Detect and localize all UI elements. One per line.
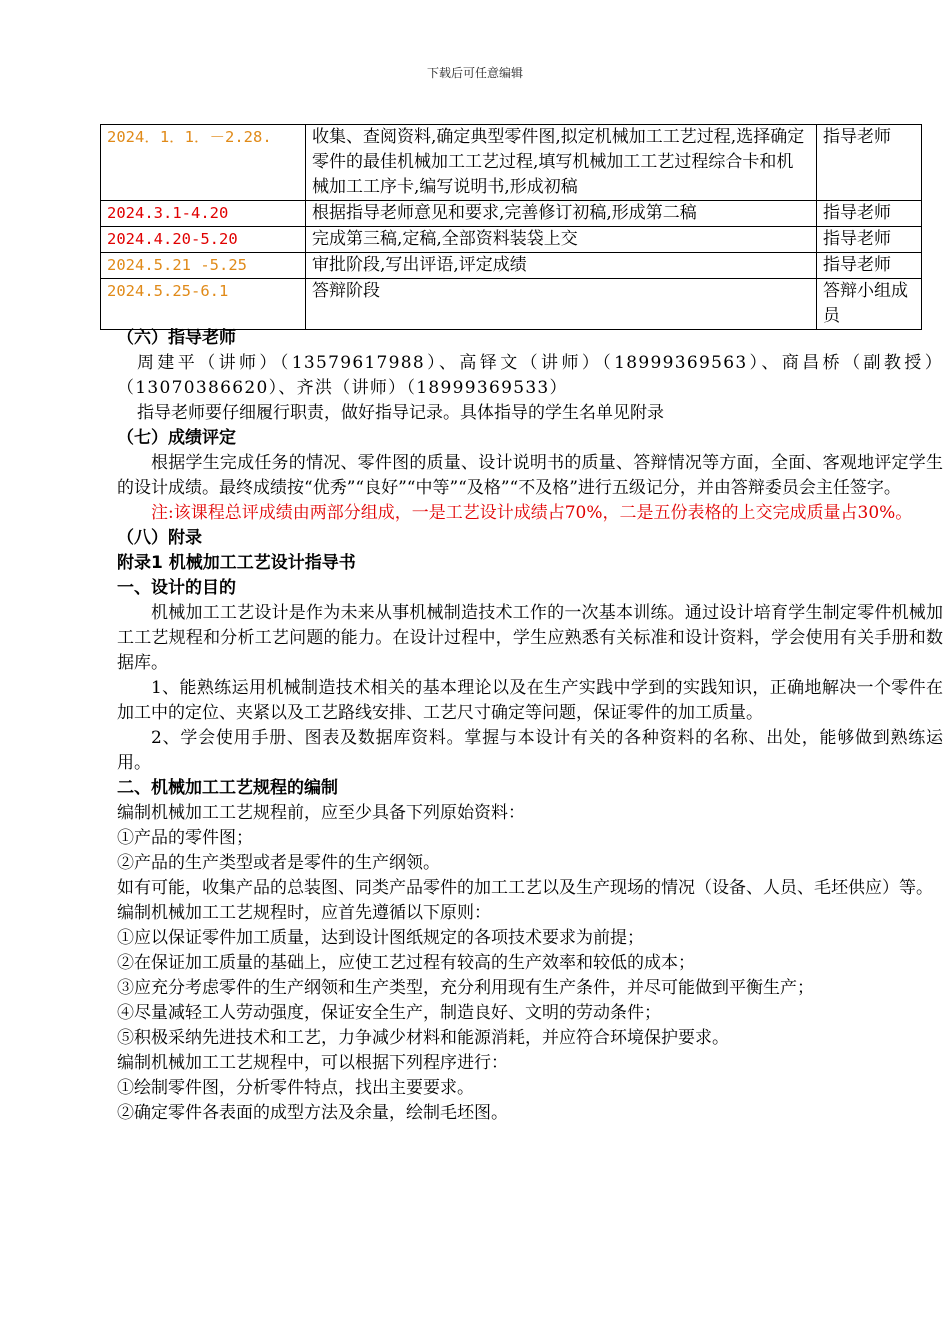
page-header: 下载后可任意编辑: [426, 66, 523, 80]
materials-item-1: ①产品的零件图；: [117, 828, 253, 848]
purpose-paragraph-3: 2、学会使用手册、图表及数据库资料。掌握与本设计有关的各种资料的名称、出处，能够做到熟练运用。: [117, 728, 943, 773]
schedule-task: 完成第三稿,定稿,全部资料装袋上交: [305, 227, 816, 253]
principles-intro: 编制机械加工工艺规程时，应首先遵循以下原则：: [117, 903, 491, 923]
section-heading-grading: （七）成绩评定: [117, 428, 236, 448]
section-heading-supervisors: （六）指导老师: [117, 328, 236, 348]
schedule-person: 答辩小组成员: [816, 279, 921, 330]
heading-process-rules: 二、机械加工工艺规程的编制: [117, 778, 338, 798]
schedule-row: [101, 125, 922, 201]
document-body: [117, 326, 943, 1126]
rules-extra: 如有可能，收集产品的总装图、同类产品零件的加工工艺以及生产现场的情况（设备、人员、毛坯供应）等。: [117, 878, 933, 898]
schedule-task: 根据指导老师意见和要求,完善修订初稿,形成第二稿: [305, 201, 816, 227]
schedule-person: 指导老师: [816, 125, 921, 201]
section-heading-appendix: （八）附录: [117, 528, 202, 548]
schedule-row: [101, 253, 922, 279]
principle-item-2: ②在保证加工质量的基础上，应使工艺过程有较高的生产效率和较低的成本；: [117, 953, 695, 973]
purpose-paragraph-1: 机械加工工艺设计是作为未来从事机械制造技术工作的一次基本训练。通过设计培育学生制定零件机械加工工艺规程和分析工艺问题的能力。在设计过程中，学生应熟悉有关标准和设计资料，学会使用有关手册和数据库。: [117, 603, 943, 673]
schedule-person: 指导老师: [816, 227, 921, 253]
schedule-date: 2024．1．1．－2.28.: [101, 125, 306, 201]
steps-intro: 编制机械加工工艺规程中，可以根据下列程序进行：: [117, 1053, 508, 1073]
schedule-task: 审批阶段,写出评语,评定成绩: [305, 253, 816, 279]
schedule-date: 2024.5.21 -5.25: [101, 253, 306, 279]
schedule-task: 答辩阶段: [305, 279, 816, 330]
schedule-row: [101, 201, 922, 227]
schedule-date: 2024.3.1-4.20: [101, 201, 306, 227]
materials-item-2: ②产品的生产类型或者是零件的生产纲领。: [117, 853, 440, 873]
schedule-task: 收集、查阅资料,确定典型零件图,拟定机械加工工艺过程,选择确定零件的最佳机械加工工艺过程,填写机械加工工艺过程综合卡和机械加工工序卡,编写说明书,形成初稿: [305, 125, 816, 201]
step-item-2: ②确定零件各表面的成型方法及余量，绘制毛坯图。: [117, 1103, 508, 1123]
grading-paragraph: 根据学生完成任务的情况、零件图的质量、设计说明书的质量、答辩情况等方面，全面、客观地评定学生的设计成绩。最终成绩按“优秀”“良好”“中等”“及格”“不及格”进行五级记分，并由答辩委员会主任签字。: [117, 453, 943, 498]
heading-design-purpose: 一、设计的目的: [117, 578, 236, 598]
schedule-person: 指导老师: [816, 201, 921, 227]
schedule-date: 2024.4.20-5.20: [101, 227, 306, 253]
step-item-1: ①绘制零件图，分析零件特点，找出主要要求。: [117, 1078, 474, 1098]
schedule-row: [101, 279, 922, 330]
principle-item-1: ①应以保证零件加工质量，达到设计图纸规定的各项技术要求为前提；: [117, 928, 644, 948]
purpose-paragraph-2: 1、能熟练运用机械制造技术相关的基本理论以及在生产实践中学到的实践知识，正确地解决一个零件在加工中的定位、夹紧以及工艺路线安排、工艺尺寸确定等问题，保证零件的加工质量。: [117, 678, 943, 723]
schedule-table: [100, 124, 922, 330]
grading-note: 注:该课程总评成绩由两部分组成，一是工艺设计成绩占70%，二是五份表格的上交完成质量占30%。: [151, 503, 913, 523]
schedule-date: 2024.5.25-6.1: [101, 279, 306, 330]
appendix-title: 附录1 机械加工工艺设计指导书: [117, 553, 356, 573]
principle-item-3: ③应充分考虑零件的生产纲领和生产类型，充分利用现有生产条件，并尽可能做到平衡生产；: [117, 978, 814, 998]
schedule-row: [101, 227, 922, 253]
supervisor-duty: 指导老师要仔细履行职责，做好指导记录。具体指导的学生名单见附录: [137, 403, 664, 423]
principle-item-5: ⑤积极采纳先进技术和工艺，力争减少材料和能源消耗，并应符合环境保护要求。: [117, 1028, 729, 1048]
rules-intro: 编制机械加工工艺规程前，应至少具备下列原始资料：: [117, 803, 525, 823]
supervisor-list: 周建平（讲师）（13579617988）、高铎文（讲师）（18999369563）、商昌桥（副教授）（13070386620）、齐洪（讲师）（18999369533）: [117, 353, 943, 398]
principle-item-4: ④尽量减轻工人劳动强度，保证安全生产，制造良好、文明的劳动条件；: [117, 1003, 661, 1023]
schedule-person: 指导老师: [816, 253, 921, 279]
